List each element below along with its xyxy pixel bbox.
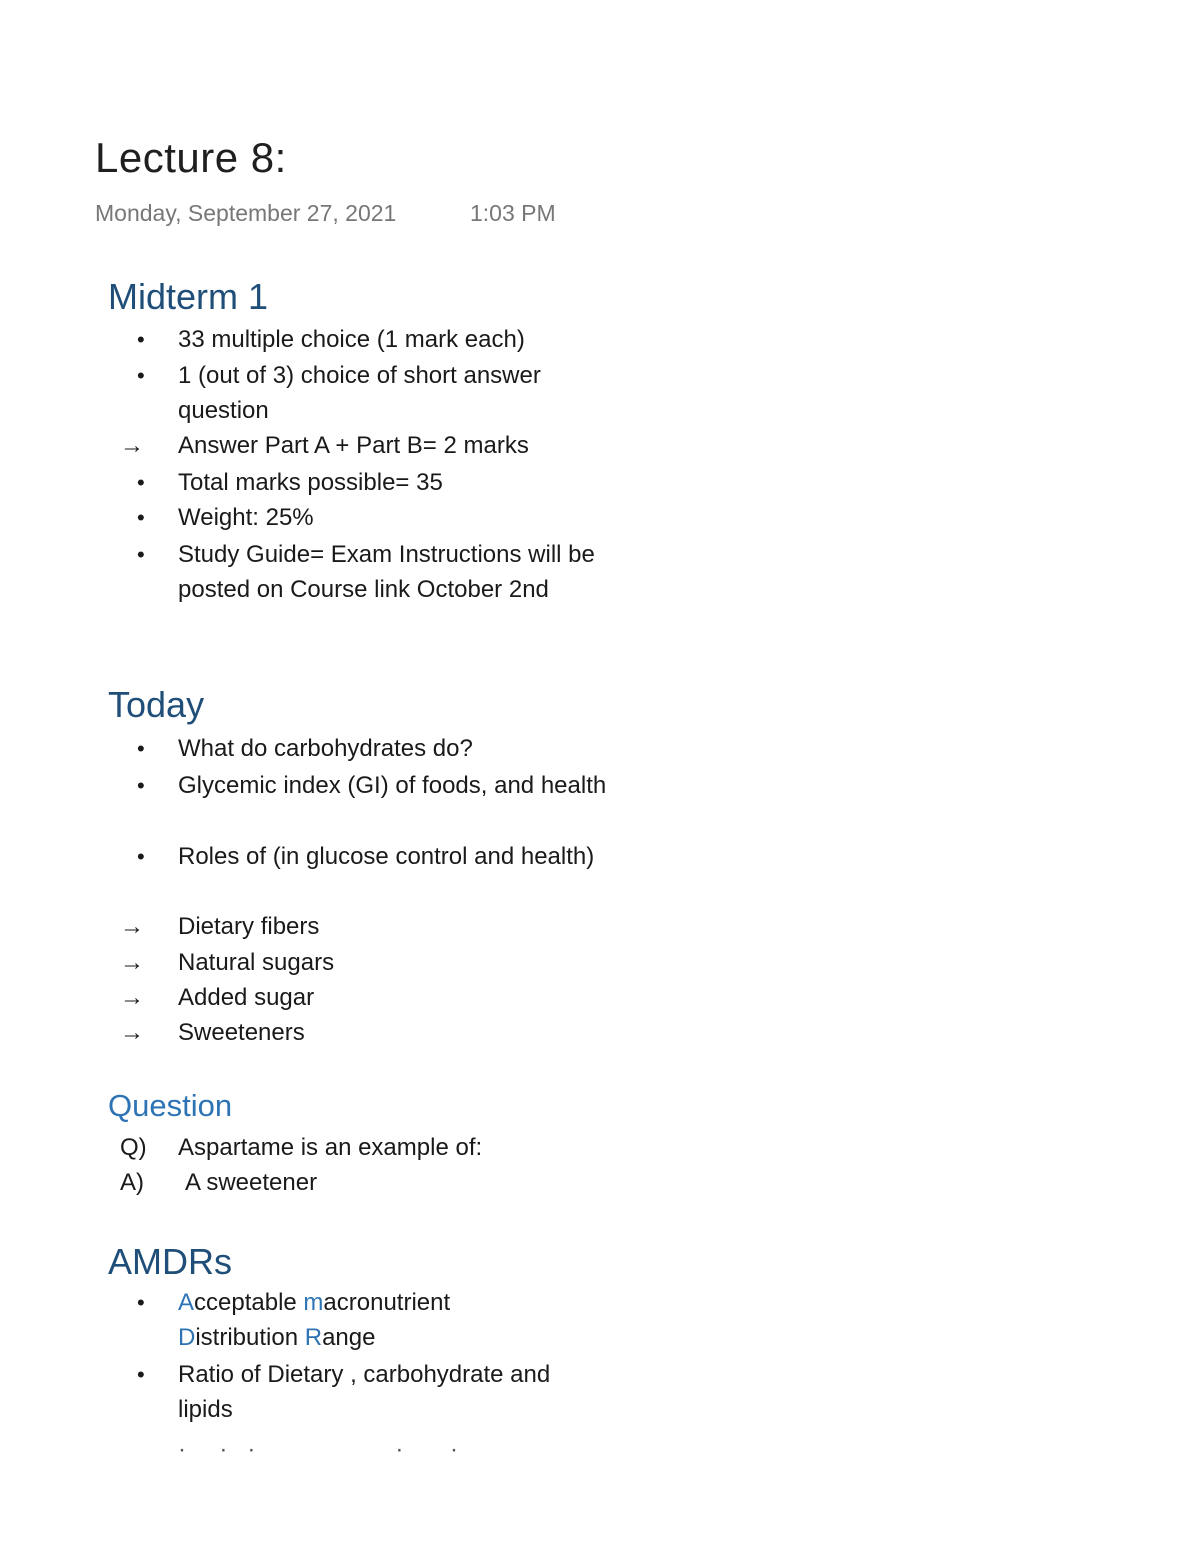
bullet-marker: • [137,542,145,567]
answer-text: A sweetener [185,1169,318,1196]
list-item: Dietary fibers [178,913,320,940]
section-heading-midterm: Midterm 1 [108,276,269,317]
list-item: Study Guide= Exam Instructions will be posted on Course link October 2nd [178,541,595,603]
note-time: 1:03 PM [470,200,556,226]
bullet-marker: • [137,773,145,798]
page-title: Lecture 8: [95,134,287,181]
bullet-marker: • [137,736,145,761]
acronym-letter: m [303,1289,324,1316]
definition-part: cceptable [194,1289,304,1316]
answer-marker: A) [120,1169,144,1196]
list-item: Glycemic index (GI) of foods, and health [178,772,607,799]
list-item: Sweeteners [178,1019,305,1046]
bullet-marker: • [137,505,145,530]
arrow-marker: → [120,1019,144,1046]
amdr-definition [178,1285,508,1355]
bullet-marker: • [137,1290,145,1315]
bullet-marker: • [137,327,145,352]
list-item: Added sugar [178,984,315,1011]
list-item: Roles of (in glucose control and health) [178,843,595,870]
list-item: 33 multiple choice (1 mark each) [178,326,525,353]
question-marker: Q) [120,1134,147,1161]
acronym-letter: D [178,1324,196,1351]
bullet-marker: • [137,363,145,388]
acronym-letter: A [178,1289,195,1316]
list-item: 1 (out of 3) choice of short answer question [178,362,541,424]
bullet-marker: • [137,470,145,495]
list-item: Ratio of Dietary , carbohydrate and lipids [178,1361,551,1423]
list-item: What do carbohydrates do? [178,735,473,762]
note-date: Monday, September 27, 2021 [95,200,397,226]
bullet-marker: • [137,1362,145,1387]
arrow-marker: → [120,913,144,940]
arrow-marker: → [120,984,144,1011]
list-item: Natural sugars [178,949,335,976]
arrow-marker: → [120,949,144,976]
section-heading-today: Today [108,684,205,725]
arrow-marker: → [120,432,144,459]
list-item: Answer Part A + Part B= 2 marks [178,432,529,459]
cut-off-text-line: · · · · · [178,1436,459,1463]
bullet-marker: • [137,844,145,869]
list-item: Weight: 25% [178,504,314,531]
question-text: Aspartame is an example of: [178,1134,483,1161]
definition-part: istribution [195,1324,305,1351]
acronym-letter: R [304,1324,323,1351]
list-item: Total marks possible= 35 [178,469,443,496]
section-heading-amdrs: AMDRs [108,1241,232,1282]
section-heading-question: Question [108,1088,233,1123]
definition-part: ange [322,1324,376,1351]
definition-part: acronutrient [323,1289,451,1316]
